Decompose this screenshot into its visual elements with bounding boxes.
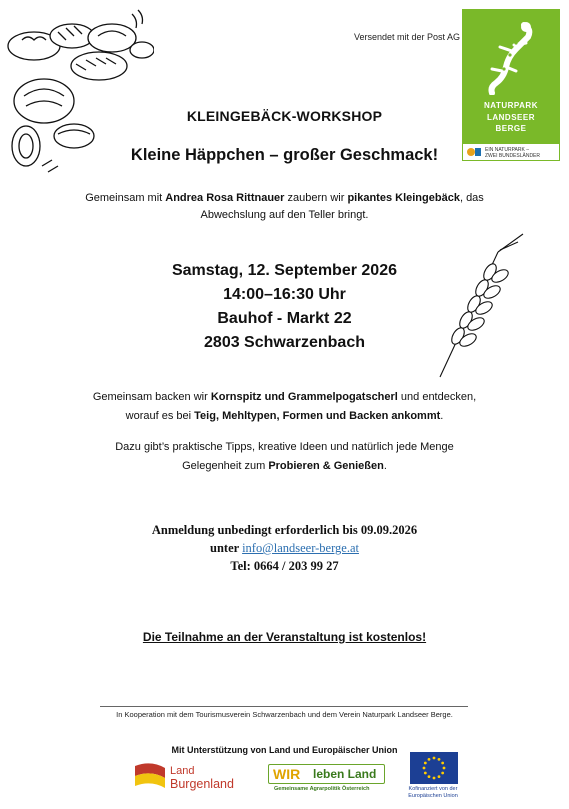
intro-paragraph: [0, 190, 569, 224]
eu-star-icon: [423, 767, 426, 770]
logo-subline-2: ZWEI BUNDESLÄNDER: [485, 153, 541, 159]
registration-info: Anmeldung unbedingt erforderlich bis 09.09.2026 unter info@landseer-berge.at Tel: 0664 / 203 99 27: [0, 521, 569, 575]
eu-flag-icon: [410, 752, 458, 784]
leben-land-word: leben Land: [313, 767, 377, 781]
eu-star-icon: [438, 758, 441, 761]
event-time: 14:00–16:30 Uhr: [223, 286, 346, 303]
topics-highlight: Teig, Mehltypen, Formen und Backen ankommt: [194, 410, 441, 422]
event-town: 2803 Schwarzenbach: [204, 334, 365, 351]
free-participation-note: Die Teilnahme an der Veranstaltung ist kostenlos!: [142, 630, 427, 644]
description-paragraph-1: Gemeinsam backen wir Kornspitz und Grammelpogatscherl und entdecken, worauf es bei Teig, Mehltypen, Formen und Backen ankommt.: [92, 391, 477, 422]
eu-star-icon: [443, 767, 446, 770]
eu-star-icon: [433, 777, 436, 780]
description-paragraph-2: Dazu gibt’s praktische Tipps, kreative Ideen und natürlich jede Menge Gelegenheit zum Probieren & Genießen.: [115, 441, 454, 472]
wir-word: WIR: [273, 766, 301, 782]
burgenland-text-land: Land: [170, 765, 195, 777]
eu-text-2: Europäischen Union: [408, 792, 458, 799]
support-title: Mit Unterstützung von Land und Europäischer Union: [171, 745, 398, 755]
eu-star-icon: [424, 772, 427, 775]
salamander-icon: [484, 19, 540, 95]
eu-star-icon: [441, 762, 444, 765]
burgenland-logo: [133, 760, 243, 800]
burgenland-flag-icon: [133, 762, 167, 792]
intro-line-1: Gemeinsam mit Andrea Rosa Rittnauer zaubern wir pikantes Kleingebäck, das: [85, 192, 484, 204]
event-details: [0, 259, 569, 355]
event-venue: Bauhof - Markt 22: [217, 310, 352, 327]
eu-star-icon: [438, 775, 441, 778]
eu-star-icon: [428, 758, 431, 761]
registration-deadline: Anmeldung unbedingt erforderlich bis 09.09.2026: [151, 523, 418, 537]
pastry-names: Kornspitz und Grammelpogatscherl: [210, 391, 398, 403]
logo-text-berge: BERGE: [495, 124, 527, 133]
intro-line-2: Abwechslung auf den Teller bringt.: [200, 209, 369, 221]
eu-star-icon: [424, 762, 427, 765]
eu-star-icon: [428, 775, 431, 778]
email-link[interactable]: info@landseer-berge.at: [242, 541, 359, 555]
tasting-highlight: Probieren & Genießen: [268, 460, 384, 472]
intro-highlight: pikantes Kleingebäck: [347, 192, 460, 204]
footer-divider: [100, 706, 468, 707]
eu-star-icon: [441, 772, 444, 775]
eu-text-1: Kofinanziert von der: [408, 786, 458, 792]
workshop-title: KLEINGEBÄCK-WORKSHOP: [186, 108, 383, 124]
event-date: Samstag, 12. September 2026: [171, 262, 397, 279]
logo-text-naturpark: NATURPARK: [484, 101, 538, 110]
naturpark-logo: [462, 9, 560, 161]
burgenland-text-name: Burgenland: [170, 777, 234, 791]
eu-logo: [402, 752, 464, 802]
host-name: Andrea Rosa Rittnauer: [165, 192, 285, 204]
wir-subline: Gemeinsame Agrarpolitik Österreich: [274, 786, 370, 792]
phone-number: Tel: 0664 / 203 99 27: [230, 559, 339, 573]
eu-star-icon: [433, 757, 436, 760]
wir-leben-land-logo: [268, 764, 385, 800]
logo-subline-1: EIN NATURPARK –: [485, 147, 529, 153]
postage-note: Versendet mit der Post AG: [353, 32, 460, 42]
event-subtitle: Kleine Häppchen – großer Geschmack!: [130, 146, 439, 164]
cooperation-note: In Kooperation mit dem Tourismusverein Schwarzenbach und dem Verein Naturpark Landseer Berge.: [116, 710, 453, 719]
logo-text-landseer: LANDSEER: [486, 113, 535, 122]
